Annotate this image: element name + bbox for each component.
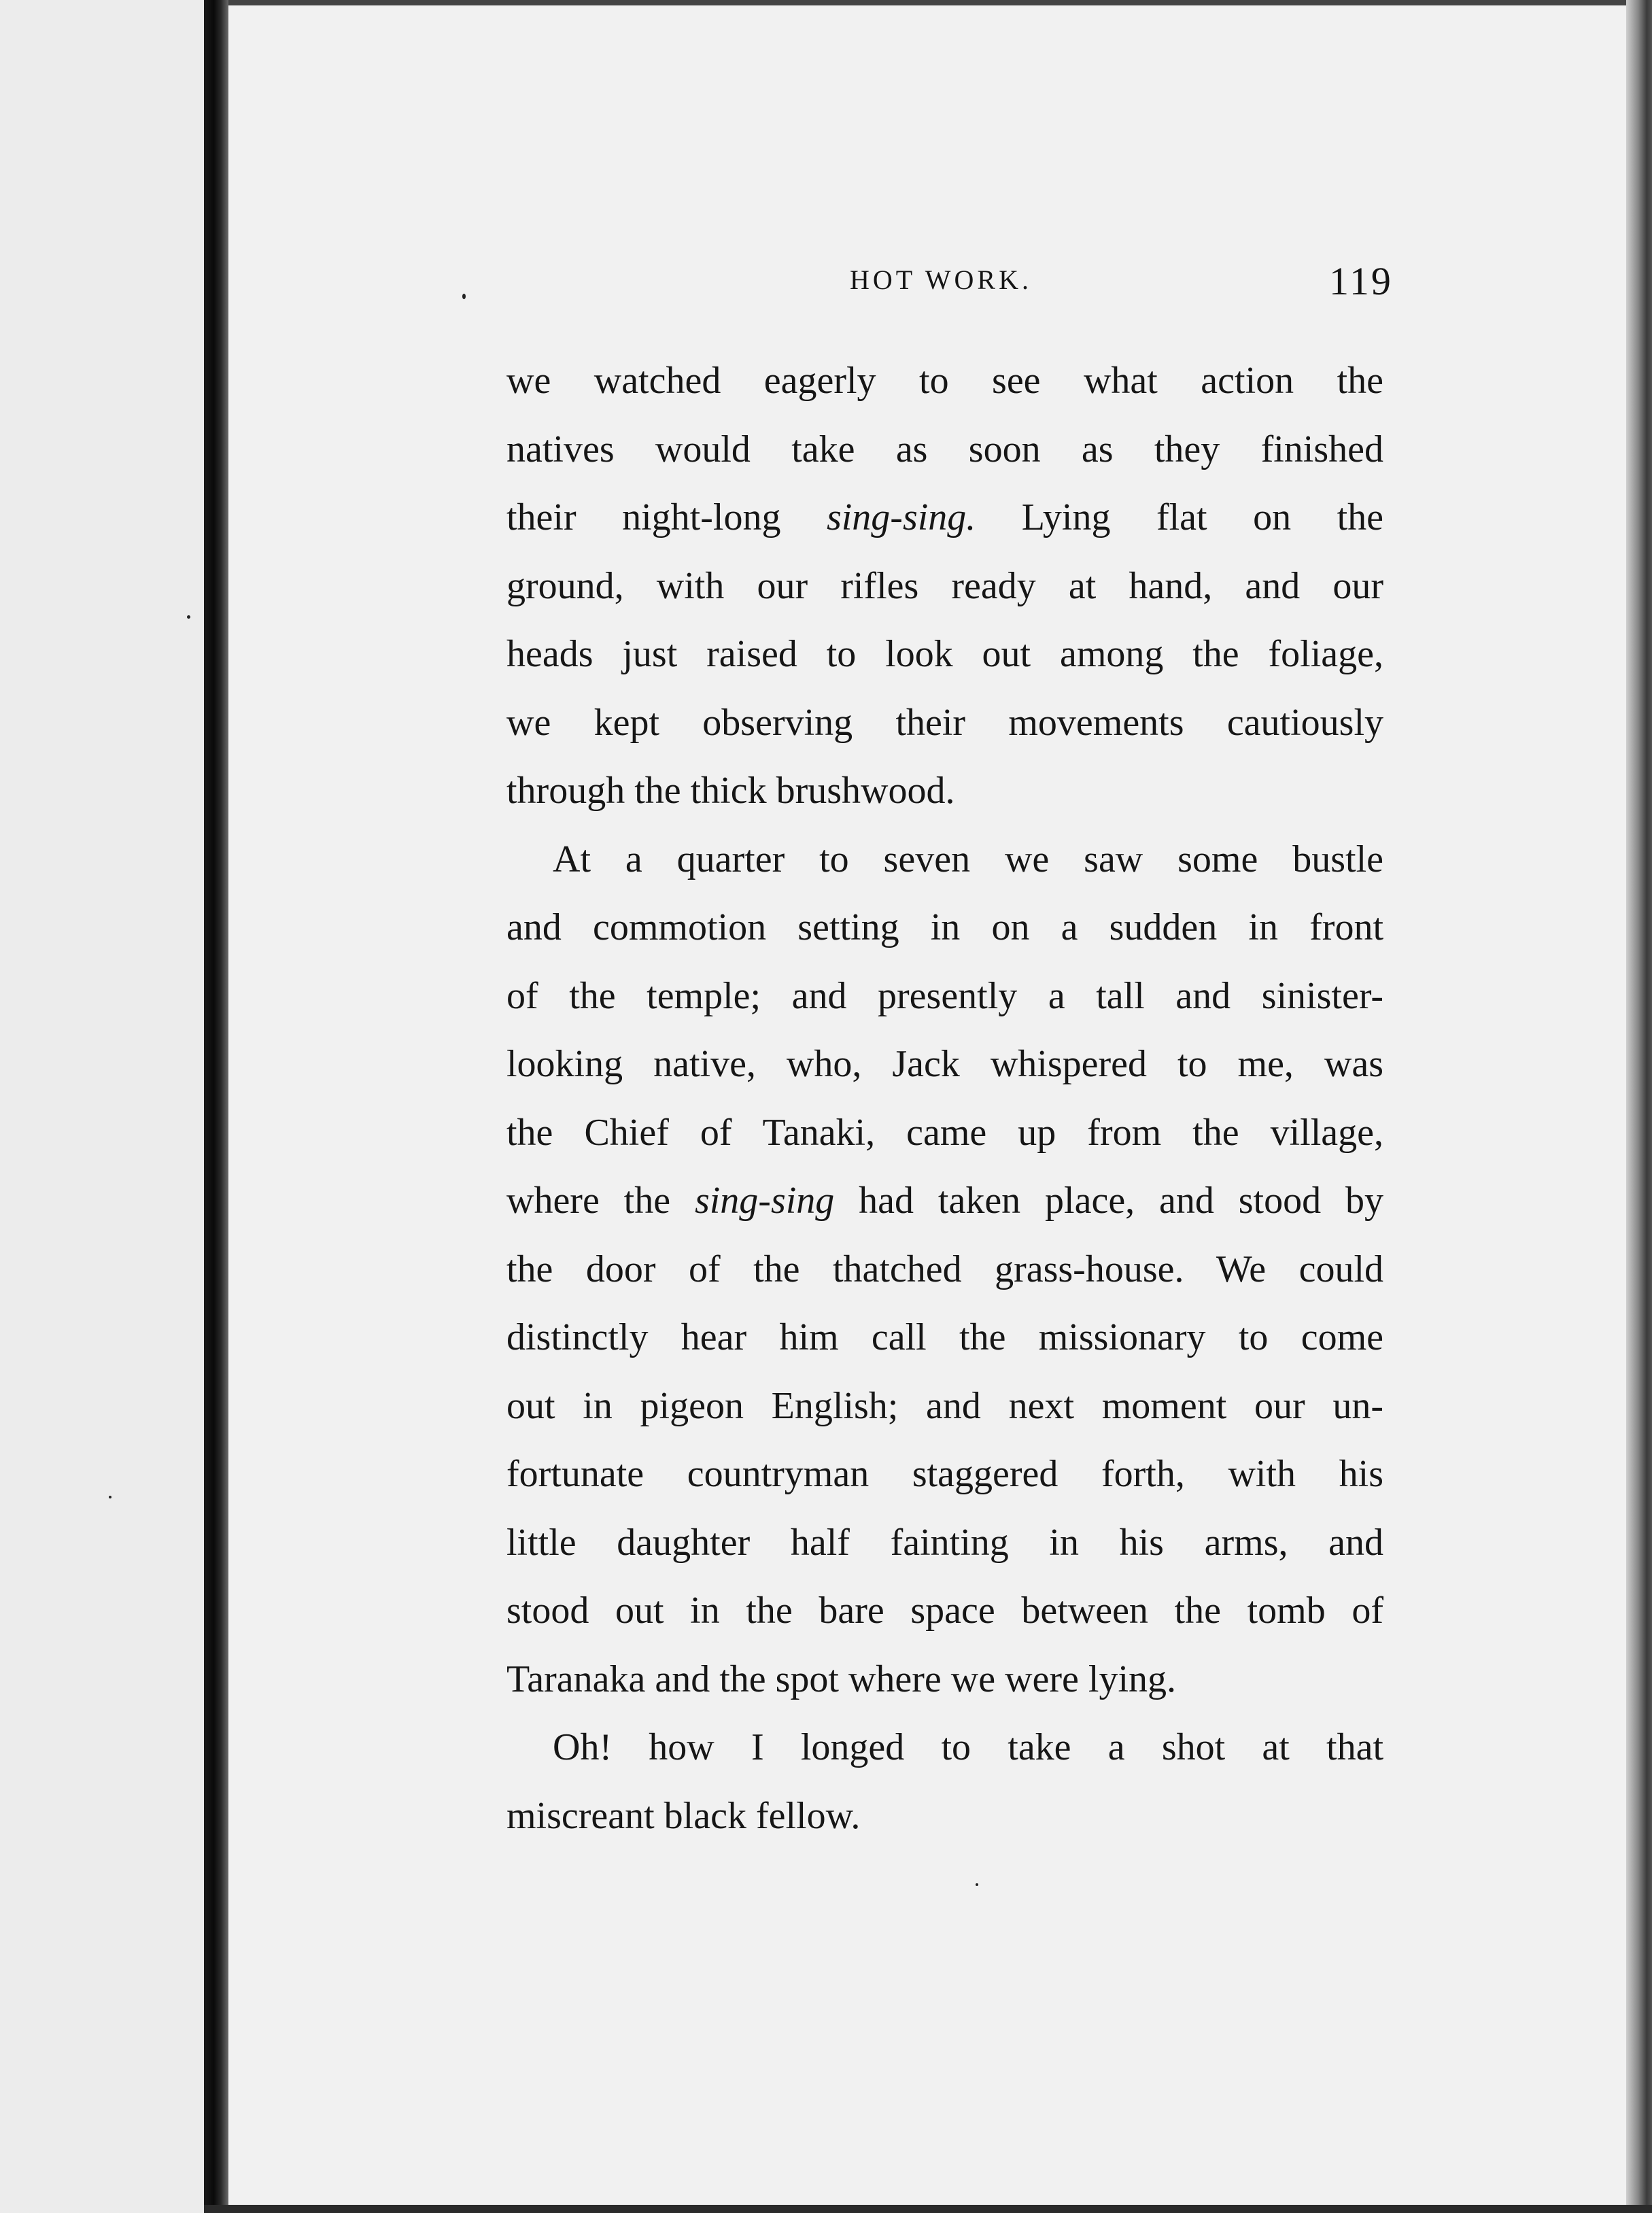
italic-term: sing-sing: [694, 1180, 835, 1222]
text-line: of the temple; and presently a tall and sinister-: [506, 974, 1383, 1017]
text-line: Oh! how I longed to take a shot at that: [553, 1726, 1383, 1768]
text-line: [506, 1167, 1383, 1235]
facing-page-margin: [0, 0, 204, 2213]
page-right-edge: [1626, 0, 1652, 2213]
text-line: distinctly hear him call the missionary to come: [506, 1316, 1383, 1358]
ink-speck: [976, 1883, 978, 1886]
ink-speck: [462, 294, 466, 299]
ink-speck: [109, 1496, 111, 1498]
text-line: fortunate countryman staggered forth, with his: [506, 1453, 1383, 1495]
text-span: had taken place, and stood by: [834, 1180, 1383, 1222]
book-binding-gutter: [204, 0, 228, 2213]
text-line: little daughter half fainting in his arms, and: [506, 1521, 1383, 1564]
text-line: the door of the thatched grass-house. We could: [506, 1248, 1383, 1290]
page-bottom-edge: [204, 2205, 1652, 2213]
text-line: ground, with our rifles ready at hand, and our: [506, 564, 1383, 607]
text-line: the Chief of Tanaki, came up from the village,: [506, 1111, 1383, 1154]
text-line: Taranaka and the spot where we were lying.: [506, 1658, 1177, 1700]
text-span: Lying flat on the: [976, 496, 1383, 538]
paragraph: [506, 825, 1383, 1714]
text-line: stood out in the bare space between the tomb of: [506, 1590, 1383, 1632]
ink-speck: [187, 615, 190, 619]
text-line: we kept observing their movements cautiously: [506, 701, 1383, 744]
text-span: their night-long: [506, 496, 827, 538]
running-head: [506, 259, 1393, 305]
text-line: miscreant black fellow.: [506, 1794, 861, 1837]
paragraph: [506, 1713, 1383, 1850]
text-line: natives would take as soon as they finished: [506, 428, 1383, 470]
page-top-edge: [228, 0, 1652, 5]
running-head-title: HOT WORK.: [850, 264, 1032, 295]
text-line: heads just raised to look out among the foliage,: [506, 633, 1383, 675]
text-line: and commotion setting in on a sudden in front: [506, 906, 1383, 948]
paragraph: [506, 347, 1383, 825]
text-line: through the thick brushwood.: [506, 770, 955, 812]
body-text: [506, 347, 1383, 1850]
text-line: looking native, who, Jack whispered to me, was: [506, 1043, 1383, 1085]
page-number: 119: [1329, 259, 1393, 303]
text-line: we watched eagerly to see what action the: [506, 360, 1383, 402]
italic-term: sing-sing.: [826, 496, 976, 538]
text-line: [506, 483, 1383, 552]
text-line: At a quarter to seven we saw some bustle: [553, 838, 1383, 880]
text-span: where the: [506, 1180, 695, 1222]
text-line: out in pigeon English; and next moment our un-: [506, 1384, 1383, 1427]
